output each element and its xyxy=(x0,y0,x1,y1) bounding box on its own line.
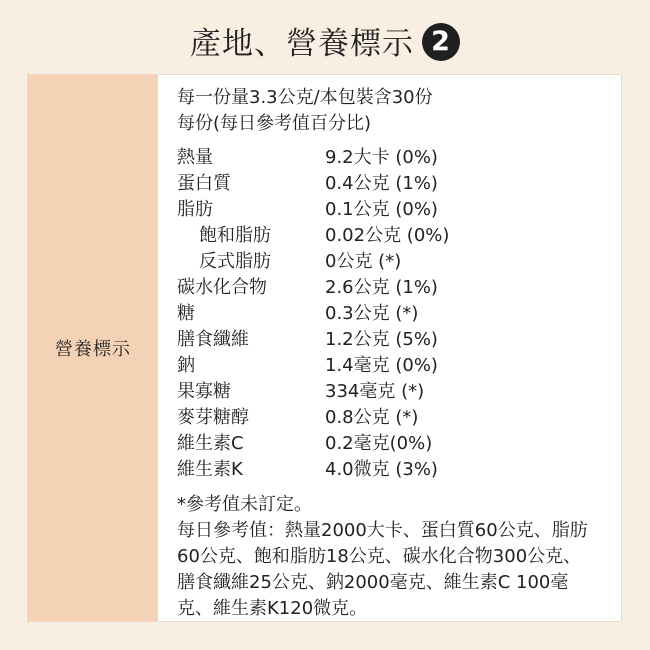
notes-block xyxy=(177,492,597,622)
nutrient-row xyxy=(177,457,607,483)
nutrient-value: 4.0微克 (3%) xyxy=(325,459,438,480)
nutrient-value: 1.4毫克 (0%) xyxy=(325,355,438,376)
nutrient-name: 鈉 xyxy=(177,355,195,376)
nutrient-name: 脂肪 xyxy=(177,199,213,220)
nutrition-card xyxy=(27,74,622,622)
nutrient-name: 維生素K xyxy=(177,459,243,480)
nutrient-list xyxy=(177,145,607,483)
nutrient-name: 果寡糖 xyxy=(177,381,231,402)
nutrient-row xyxy=(177,405,607,431)
nutrient-value: 0.3公克 (*) xyxy=(325,303,419,324)
nutrient-value: 0.4公克 (1%) xyxy=(325,173,438,194)
serving-size-line: 每一份量3.3公克/本包裝含30份 xyxy=(177,87,433,108)
page-title-group xyxy=(190,18,460,63)
nutrition-label: 營養標示 xyxy=(55,339,131,360)
number-badge-text: 2 xyxy=(431,26,451,57)
nutrient-row xyxy=(177,379,607,405)
nutrient-name: 飽和脂肪 xyxy=(199,225,271,246)
nutrient-name: 麥芽糖醇 xyxy=(177,407,249,428)
number-badge xyxy=(422,23,460,61)
serving-reference-line: 每份(每日參考值百分比) xyxy=(177,113,372,134)
spacer xyxy=(177,137,607,145)
reference-note: *參考值未訂定。 xyxy=(177,494,312,515)
nutrient-name: 反式脂肪 xyxy=(199,251,271,272)
nutrient-row xyxy=(177,327,607,353)
nutrient-row xyxy=(177,353,607,379)
nutrient-value: 1.2公克 (5%) xyxy=(325,329,438,350)
nutrient-value: 9.2大卡 (0%) xyxy=(325,147,438,168)
nutrient-row xyxy=(177,249,607,275)
nutrient-value: 0.2毫克(0%) xyxy=(325,433,433,454)
nutrient-value: 0.8公克 (*) xyxy=(325,407,419,428)
nutrient-name: 維生素C xyxy=(177,433,244,454)
nutrient-name: 碳水化合物 xyxy=(177,277,267,298)
nutrient-value: 0公克 (*) xyxy=(325,251,402,272)
page-title: 產地、營養標示 xyxy=(190,26,414,62)
nutrient-row xyxy=(177,197,607,223)
nutrient-name: 熱量 xyxy=(177,147,213,168)
nutrient-name: 膳食纖維 xyxy=(177,329,249,350)
nutrient-row xyxy=(177,171,607,197)
nutrient-row xyxy=(177,145,607,171)
nutrient-value: 0.02公克 (0%) xyxy=(325,225,450,246)
nutrient-row xyxy=(177,275,607,301)
nutrient-row xyxy=(177,223,607,249)
nutrient-value: 334毫克 (*) xyxy=(325,381,425,402)
nutrient-name: 糖 xyxy=(177,303,195,324)
nutrition-content xyxy=(177,85,607,622)
nutrient-row xyxy=(177,431,607,457)
header xyxy=(0,18,650,74)
nutrient-row xyxy=(177,301,607,327)
daily-reference-note: 每日參考值：熱量2000大卡、蛋白質60公克、脂肪60公克、飽和脂肪18公克、碳水化合物300公克、膳食纖維25公克、鈉2000毫克、維生素C 100毫克、維生素K120微克。 xyxy=(177,520,588,619)
nutrition-label-column xyxy=(28,75,158,621)
nutrient-name: 蛋白質 xyxy=(177,173,231,194)
nutrient-value: 2.6公克 (1%) xyxy=(325,277,438,298)
nutrient-value: 0.1公克 (0%) xyxy=(325,199,438,220)
